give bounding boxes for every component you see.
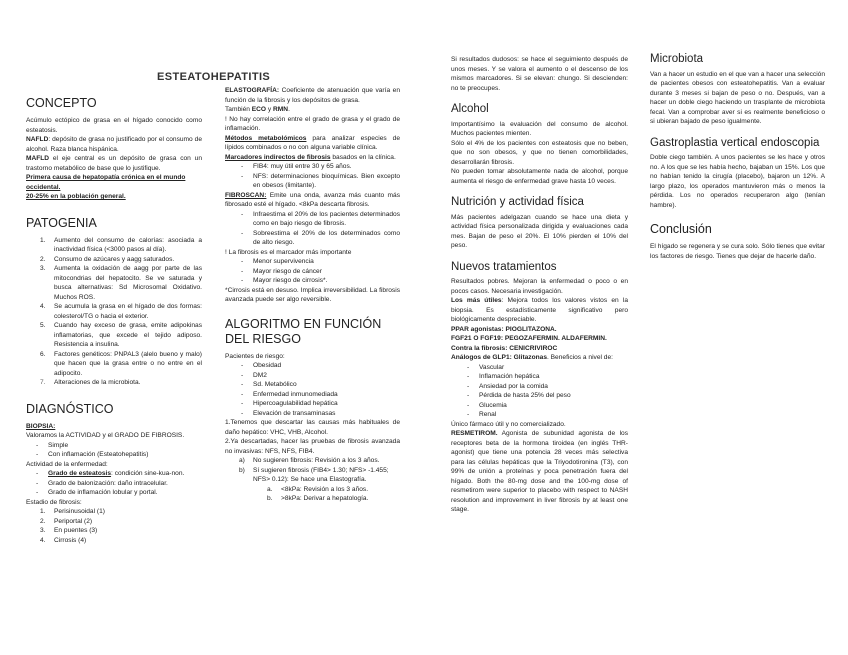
- actividad-text: Actividad de la enfermedad:: [26, 460, 108, 468]
- list-item: - Grado de inflamación lobular y portal.: [26, 488, 202, 498]
- valoramos-text: Valoramos la ACTIVIDAD y el GRADO DE FIBROSIS.: [26, 432, 185, 439]
- fibroscan-list: [225, 210, 400, 248]
- list-item: 4. Cirrosis (4): [40, 536, 87, 544]
- list-item: - Renal: [451, 410, 628, 420]
- list-item: - Simple: [26, 441, 202, 451]
- alcohol-p2: Sólo el 4% de los pacientes con esteatosis que no beben, que no son obesos, y que no tienen comorbilidades, desarrollarán fibrosis.: [451, 139, 628, 166]
- list-item: - Enfermedad inmunomediada: [225, 390, 400, 400]
- list-item: 2. Consumo de azúcares y aagg saturados.: [40, 255, 175, 263]
- nuevos-p1: Resultados pobres. Mejoran la enfermedad o poco o en pocos casos. Necesaria investigación.: [451, 278, 628, 295]
- utiles-text: Los más útiles: Mejora todos los valores vistos en la biopsia. Es estadísticamente significativo pero biológicamente despreciable.: [451, 297, 628, 323]
- riesgo-list: [225, 361, 400, 418]
- actividad-list: [26, 469, 202, 498]
- list-item: 4. Se acumula la grasa en el hígado de dos formas: colesterol/TG o hacia el exterior.: [40, 303, 202, 320]
- concepto-p5: 20-25% en la población general.: [26, 193, 126, 200]
- list-item: - DM2: [225, 371, 400, 381]
- ppar-text: PPAR agonistas: PIOGLITAZONA.: [451, 325, 557, 333]
- list-item: - NFS: determinaciones bioquímicas. Bien excepto en obesos (limitante).: [225, 172, 400, 191]
- concepto-p1: Acúmulo ectópico de grasa en el hígado conocido como esteatosis.: [26, 117, 202, 134]
- diagnostico-heading: DIAGNÓSTICO: [26, 401, 114, 416]
- column-2: [225, 86, 400, 504]
- conclusion-heading: Conclusión: [650, 222, 712, 236]
- list-item: - Vascular: [451, 363, 628, 373]
- gastro-p: Doble ciego también. A unos pacientes se les hace y otros no. A los que se les había hecho, bajaban un 15%. Los que no habían tenido la cirugía (placebo), bajaron un 12%. A largo plazo, los operados mantuvieron más o menos la pérdida. Los no operados recuperaron algo (tenían hambre).: [650, 154, 825, 209]
- algoritmo-heading: ALGORITMO EN FUNCIÓN DEL RIESGO: [225, 316, 382, 346]
- step-1: 1.Tenemos que descartar las causas más habituales de daño hepático: VHC, VHB, Alcohol.: [225, 419, 400, 436]
- conclusion-p: El hígado se regenera y se cura solo. Sólo tienes que evitar los factores de riesgo. Tienes que dejar de hacerle daño.: [650, 243, 825, 260]
- page-title: ESTEATOHEPATITIS: [157, 71, 271, 83]
- alcohol-p3: No pueden tomar absolutamente nada de alcohol, porque aumenta el riesgo de enfermedad grave hasta 10 veces.: [451, 168, 628, 185]
- elastografia-text: ELASTOGRAFÍA: Coeficiente de atenuación que varía en función de la fibrosis y los depósitos de grasa.: [225, 87, 400, 104]
- list-item: - Inflamación hepática: [451, 372, 628, 382]
- alcohol-heading: Alcohol: [451, 103, 489, 115]
- nuevos-heading: Nuevos tratamientos: [451, 260, 557, 273]
- list-item: - Pérdida de hasta 25% del peso: [451, 391, 628, 401]
- concepto-p2: NAFLD: depósito de grasa no justificado por el consumo de alcohol. Raza blanca hispánica.: [26, 136, 202, 153]
- list-item: - Sobreestima el 20% de los determinados como de alto riesgo.: [225, 229, 400, 248]
- concepto-p4: Primera causa de hepatopatía crónica en el mundo occidental.: [26, 174, 186, 191]
- column-4: [650, 55, 825, 261]
- tambien-text: También ECO y RMN.: [225, 106, 290, 113]
- patogenia-list: [26, 236, 202, 388]
- list-item: a) No sugieren fibrosis: Revisión a los 3 años.: [239, 457, 380, 464]
- list-item: - Con inflamación (Esteatohepatitis): [26, 450, 202, 460]
- list-item: b) Sí sugieren fibrosis (FIB4> 1.30; NFS> -1.455; NFS> 0.12): Se hace una Elastografía.: [239, 466, 389, 483]
- glp1-text: Análogos de GLP1: Glitazonas. Beneficios a nivel de:: [451, 354, 613, 361]
- list-item: - Mayor riesgo de cáncer: [225, 267, 400, 277]
- microbiota-p: Van a hacer un estudio en el que van a hacer una selección de pacientes obesos con esteatohepatitis. Van a evaluar durante 3 meses si bajan de peso o no. Después, van a hacer un doble ciego haciendo un trasplante de microbiota fecal. Van a comprobar aver si es realmente beneficioso o si ubieran bajado de peso igualmente.: [650, 70, 825, 125]
- list-item: - Menor supervivencia: [225, 257, 400, 267]
- substep-list: [225, 485, 400, 504]
- estadio-list: [26, 507, 202, 545]
- list-item: - Obesidad: [225, 361, 400, 371]
- list-item: - Infraestima el 20% de los pacientes determinados como en bajo riesgo de fibrosis.: [225, 210, 400, 229]
- unico-text: Único fármaco útil y no comercializado.: [451, 420, 566, 428]
- alcohol-p1: Importantísimo la evaluación del consumo de alcohol. Muchos pacientes mienten.: [451, 120, 628, 137]
- gastro-heading: Gastroplastia vertical endoscopia: [650, 136, 820, 149]
- marcadores-list: [225, 162, 400, 191]
- list-item: 3. En puentes (3): [40, 527, 98, 534]
- estadio-text: Estadio de fibrosis:: [26, 498, 82, 506]
- microbiota-heading: Microbiota: [650, 53, 704, 65]
- list-item: - Grado de esteatosis: condición sine-kua-non.: [26, 469, 202, 479]
- pacientes-text: Pacientes de riesgo:: [225, 352, 285, 360]
- nutricion-p: Más pacientes adelgazan cuando se hace una dieta y actividad física personalizada dirigida y evaluaciones cada mes. Bajan de peso el 20%. El 10% pierden el 10% del peso.: [451, 213, 628, 249]
- list-item: - Mayor riesgo de cirrosis*.: [225, 276, 400, 286]
- metodos-text: Métodos metabolómicos para analizar especies de lípidos combinados o no con alguna variable clínica.: [225, 134, 400, 151]
- contra-text: Contra la fibrosis: CENICRIVIROC: [451, 344, 558, 352]
- column-1: [26, 70, 202, 545]
- marcadores-text: Marcadores indirectos de fibrosis basados en la clínica.: [225, 153, 396, 161]
- fgf-text: FGF21 O FGF19: PEGOZAFERMIN. ALDAFERMIN.: [451, 335, 607, 342]
- list-item: - Hipercoagulabilidad hepática: [225, 399, 400, 409]
- step-2: 2.Ya descartadas, hacer las pruebas de fibrosis avanzada no invasivas: NFS, NFS, FIB4.: [225, 438, 400, 455]
- resmetirom-text: RESMETIROM. Agonista de subunidad agonista de los receptores beta de la hormona tiroidea (en inglés THR-agonist) que tiene una potencia 28 veces más selectiva para las células hepáticas que la Triyodotironina (T3), con 99% de unión a proteínas y poca penetración fuera del hígado. Both the 80-mg dose and the 100-mg dose of resmetirom were superior to placebo with respect to NASH resolution and improvement in liver fibrosis by at least one stage.: [451, 430, 628, 513]
- column-3: [451, 55, 628, 515]
- fibroscan-text: FIBROSCAN: Emite una onda, avanza más cuanto más fibrosado esté el hígado. <8kPa descarta fibrosis.: [225, 191, 400, 208]
- list-item: - FIB4: muy útil entre 30 y 65 años.: [225, 162, 400, 172]
- list-item: 6. Factores genéticos: PNPAL3 (alelo bueno y malo) que hacen que la grasa entre o no entre en el adipocito.: [40, 350, 202, 377]
- biopsia-label: BIOPSIA:: [26, 422, 56, 430]
- list-item: - Glucemia: [451, 401, 628, 411]
- list-item: - Elevación de transaminasas: [225, 409, 400, 419]
- glp1-list: [451, 363, 628, 420]
- list-item: 2. Periportal (2): [40, 517, 93, 525]
- nutricion-heading: Nutrición y actividad física: [451, 196, 584, 208]
- concepto-heading: CONCEPTO: [26, 96, 97, 110]
- list-item: 5. Cuando hay exceso de grasa, emite adipokinas inflamatorias, que excede el tejido adiposo. Resistencia a insulina.: [40, 322, 202, 348]
- list-item: b. >8kPa: Derivar a hepatología.: [267, 495, 369, 502]
- list-item: - Ansiedad por la comida: [451, 382, 628, 392]
- patogenia-heading: PATOGENIA: [26, 215, 97, 230]
- concepto-p3: MAFLD el eje central es un depósito de grasa con un trastorno metabólico de base que lo justifique.: [26, 155, 202, 172]
- list-item: a. <8kPa: Revisión a los 3 años.: [267, 485, 369, 493]
- list-item: 1. Aumento del consumo de calorías: asociada a inactividad física (<3000 pasos al día).: [40, 236, 202, 253]
- list-item: 1. Perisinusoidal (1): [40, 508, 105, 515]
- no-correlacion-text: ! No hay correlación entre el grado de grasa y el grado de inflamación.: [225, 115, 400, 132]
- list-item: - Sd. Metabólico: [225, 380, 400, 390]
- fibrosis-marcador-text: ! La fibrosis es el marcador más importante: [225, 248, 352, 256]
- biopsia-list: [26, 441, 202, 460]
- step-list: [225, 456, 400, 485]
- fibrosis-list: [225, 257, 400, 286]
- dudosos-text: Si resultados dudosos: se hace el seguimiento después de unos meses. Y se valora el aumento o el descenso de los mismos marcadores. Si se elevan: chungo. Si descienden: no te preocupes.: [451, 56, 628, 92]
- list-item: 7. Alteraciones de la microbiota.: [40, 379, 141, 386]
- cirrosis-note: *Cirrosis está en desuso. Implica irreversibilidad. La fibrosis avanzada puede ser algo reversible.: [225, 286, 400, 303]
- list-item: 3. Aumenta la oxidación de aagg por parte de las mitocondrias del hepatocito. Se ve saturada y busca alternativas: Sd Microsomal Oxidativo. Muchos ROS.: [40, 265, 202, 301]
- list-item: - Grado de balonización: daño intracelular.: [26, 479, 202, 489]
